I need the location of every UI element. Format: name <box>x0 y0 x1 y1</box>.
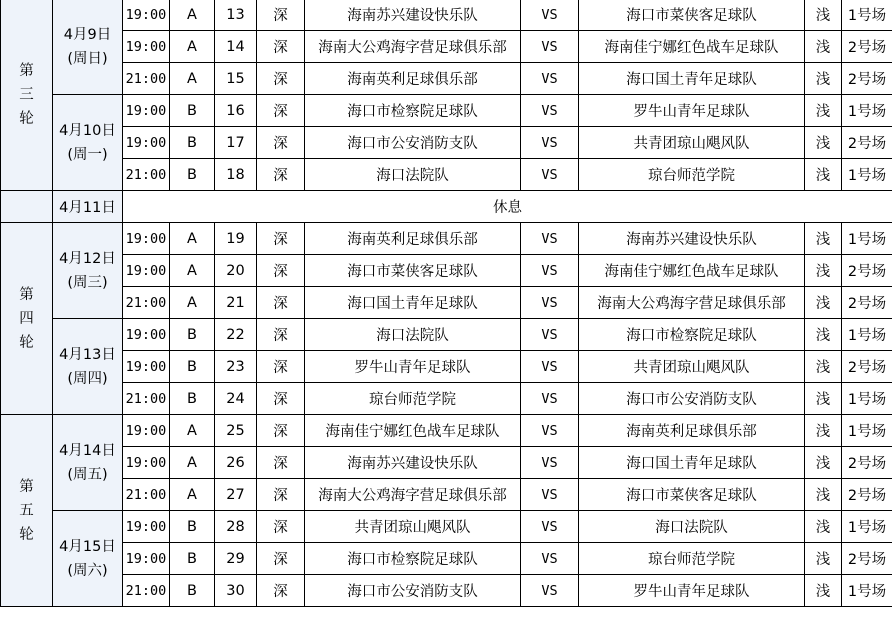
round-cell[interactable] <box>1 223 53 415</box>
away-jersey-color-cell[interactable]: 浅 <box>805 0 842 31</box>
match-time-cell[interactable]: 21:00 <box>123 479 170 511</box>
field-cell[interactable]: 1号场 <box>842 319 892 351</box>
versus-cell[interactable]: VS <box>521 319 579 351</box>
home-team-cell[interactable]: 海南英利足球俱乐部 <box>305 223 521 255</box>
field-cell[interactable]: 2号场 <box>842 31 892 63</box>
away-team-cell[interactable]: 海口市检察院足球队 <box>579 319 805 351</box>
away-jersey-color-cell[interactable]: 浅 <box>805 95 842 127</box>
versus-cell[interactable]: VS <box>521 0 579 31</box>
versus-cell[interactable]: VS <box>521 63 579 95</box>
match-time-cell[interactable]: 19:00 <box>123 351 170 383</box>
field-cell[interactable]: 2号场 <box>842 447 892 479</box>
round-cell[interactable] <box>1 415 53 607</box>
versus-cell[interactable]: VS <box>521 31 579 63</box>
match-row <box>1 287 892 319</box>
field-cell[interactable]: 2号场 <box>842 63 892 95</box>
field-cell[interactable]: 1号场 <box>842 0 892 31</box>
group-cell[interactable]: A <box>170 63 215 95</box>
group-cell[interactable]: B <box>170 351 215 383</box>
home-jersey-color-cell[interactable]: 深 <box>257 63 305 95</box>
field-cell[interactable]: 1号场 <box>842 511 892 543</box>
away-team-cell[interactable]: 琼台师范学院 <box>579 543 805 575</box>
round-label-char: 五 <box>19 502 34 519</box>
rest-day-note-cell[interactable]: 休息 <box>123 191 892 223</box>
home-jersey-color-cell[interactable]: 深 <box>257 383 305 415</box>
match-row <box>1 0 892 31</box>
away-team-cell[interactable]: 罗牛山青年足球队 <box>579 95 805 127</box>
home-jersey-color-cell[interactable]: 深 <box>257 255 305 287</box>
weekday-label: (周日) <box>67 50 108 67</box>
away-team-cell[interactable]: 海南佳宁娜红色战车足球队 <box>579 31 805 63</box>
home-team-cell[interactable]: 海南英利足球俱乐部 <box>305 63 521 95</box>
match-date-cell[interactable] <box>53 95 123 191</box>
match-row <box>1 95 892 127</box>
round-label-char: 第 <box>19 62 34 79</box>
date-label: 4月12日 <box>59 250 116 267</box>
away-team-cell[interactable]: 海南佳宁娜红色战车足球队 <box>579 255 805 287</box>
away-team-cell[interactable]: 海口法院队 <box>579 511 805 543</box>
round-label-char: 轮 <box>19 526 34 543</box>
group-cell[interactable]: B <box>170 95 215 127</box>
versus-cell[interactable]: VS <box>521 127 579 159</box>
home-team-cell[interactable]: 共青团琼山飓风队 <box>305 511 521 543</box>
field-cell[interactable]: 1号场 <box>842 383 892 415</box>
group-cell[interactable]: A <box>170 287 215 319</box>
home-jersey-color-cell[interactable]: 深 <box>257 159 305 191</box>
match-number-cell[interactable]: 24 <box>215 383 257 415</box>
versus-cell[interactable]: VS <box>521 543 579 575</box>
away-team-cell[interactable]: 海南大公鸡海字营足球俱乐部 <box>579 287 805 319</box>
field-cell[interactable]: 2号场 <box>842 543 892 575</box>
away-jersey-color-cell[interactable]: 浅 <box>805 543 842 575</box>
match-number-cell[interactable]: 21 <box>215 287 257 319</box>
match-number-cell[interactable]: 28 <box>215 511 257 543</box>
field-cell[interactable]: 2号场 <box>842 479 892 511</box>
round-label-char: 第 <box>19 286 34 303</box>
match-number-cell[interactable]: 27 <box>215 479 257 511</box>
home-team-cell[interactable]: 海南大公鸡海字营足球俱乐部 <box>305 479 521 511</box>
rest-day-date-cell[interactable]: 4月11日 <box>53 191 123 223</box>
home-jersey-color-cell[interactable]: 深 <box>257 351 305 383</box>
match-time-cell[interactable]: 19:00 <box>123 31 170 63</box>
match-time-cell[interactable]: 19:00 <box>123 223 170 255</box>
match-time-cell[interactable]: 21:00 <box>123 575 170 607</box>
home-jersey-color-cell[interactable]: 深 <box>257 479 305 511</box>
home-team-cell[interactable]: 海南大公鸡海字营足球俱乐部 <box>305 31 521 63</box>
away-jersey-color-cell[interactable]: 浅 <box>805 479 842 511</box>
versus-cell[interactable]: VS <box>521 95 579 127</box>
field-cell[interactable]: 1号场 <box>842 415 892 447</box>
away-jersey-color-cell[interactable]: 浅 <box>805 383 842 415</box>
away-team-cell[interactable]: 海南苏兴建设快乐队 <box>579 223 805 255</box>
field-cell[interactable]: 1号场 <box>842 223 892 255</box>
date-label: 4月13日 <box>59 346 116 363</box>
away-team-cell[interactable]: 琼台师范学院 <box>579 159 805 191</box>
away-team-cell[interactable]: 海口国土青年足球队 <box>579 447 805 479</box>
away-jersey-color-cell[interactable]: 浅 <box>805 351 842 383</box>
away-team-cell[interactable]: 海口市公安消防支队 <box>579 383 805 415</box>
group-cell[interactable]: A <box>170 0 215 31</box>
match-number-cell[interactable]: 16 <box>215 95 257 127</box>
home-jersey-color-cell[interactable]: 深 <box>257 543 305 575</box>
match-row <box>1 319 892 351</box>
versus-cell[interactable]: VS <box>521 383 579 415</box>
field-cell[interactable]: 1号场 <box>842 159 892 191</box>
home-jersey-color-cell[interactable]: 深 <box>257 127 305 159</box>
home-team-cell[interactable]: 海口市公安消防支队 <box>305 127 521 159</box>
match-row <box>1 415 892 447</box>
home-team-cell[interactable]: 海口市检察院足球队 <box>305 95 521 127</box>
away-jersey-color-cell[interactable]: 浅 <box>805 63 842 95</box>
home-team-cell[interactable]: 海口市检察院足球队 <box>305 543 521 575</box>
match-row <box>1 255 892 287</box>
group-cell[interactable]: B <box>170 319 215 351</box>
home-team-cell[interactable]: 海口市菜侠客足球队 <box>305 255 521 287</box>
match-row <box>1 511 892 543</box>
away-jersey-color-cell[interactable]: 浅 <box>805 319 842 351</box>
versus-cell[interactable]: VS <box>521 479 579 511</box>
match-row <box>1 223 892 255</box>
round-label-char: 三 <box>19 86 34 103</box>
home-team-cell[interactable]: 琼台师范学院 <box>305 383 521 415</box>
away-team-cell[interactable]: 共青团琼山飓风队 <box>579 351 805 383</box>
match-row <box>1 447 892 479</box>
round-cell-empty[interactable] <box>1 191 53 223</box>
match-time-cell[interactable]: 19:00 <box>123 127 170 159</box>
home-jersey-color-cell[interactable]: 深 <box>257 415 305 447</box>
weekday-label: (周六) <box>67 562 108 579</box>
match-row <box>1 575 892 607</box>
group-cell[interactable]: A <box>170 447 215 479</box>
match-time-cell[interactable]: 19:00 <box>123 415 170 447</box>
match-number-cell[interactable]: 20 <box>215 255 257 287</box>
match-time-cell[interactable]: 19:00 <box>123 511 170 543</box>
date-label: 4月15日 <box>59 538 116 555</box>
round-label-char: 轮 <box>19 334 34 351</box>
date-label: 4月10日 <box>59 122 116 139</box>
match-date-cell[interactable] <box>53 511 123 607</box>
match-number-cell[interactable]: 25 <box>215 415 257 447</box>
match-time-cell[interactable]: 19:00 <box>123 255 170 287</box>
match-time-cell[interactable]: 21:00 <box>123 159 170 191</box>
match-number-cell[interactable]: 23 <box>215 351 257 383</box>
match-number-cell[interactable]: 19 <box>215 223 257 255</box>
versus-cell[interactable]: VS <box>521 159 579 191</box>
home-jersey-color-cell[interactable]: 深 <box>257 95 305 127</box>
match-number-cell[interactable]: 18 <box>215 159 257 191</box>
rest-day-row <box>1 191 892 223</box>
match-time-cell[interactable]: 19:00 <box>123 95 170 127</box>
versus-cell[interactable]: VS <box>521 575 579 607</box>
group-cell[interactable]: A <box>170 255 215 287</box>
match-row <box>1 383 892 415</box>
group-cell[interactable]: B <box>170 383 215 415</box>
home-jersey-color-cell[interactable]: 深 <box>257 287 305 319</box>
away-jersey-color-cell[interactable]: 浅 <box>805 415 842 447</box>
match-time-cell[interactable]: 19:00 <box>123 319 170 351</box>
weekday-label: (周三) <box>67 274 108 291</box>
away-jersey-color-cell[interactable]: 浅 <box>805 255 842 287</box>
home-team-cell[interactable]: 罗牛山青年足球队 <box>305 351 521 383</box>
away-jersey-color-cell[interactable]: 浅 <box>805 31 842 63</box>
versus-cell[interactable]: VS <box>521 351 579 383</box>
match-number-cell[interactable]: 13 <box>215 0 257 31</box>
match-row <box>1 479 892 511</box>
versus-cell[interactable]: VS <box>521 511 579 543</box>
group-cell[interactable]: B <box>170 575 215 607</box>
home-team-cell[interactable]: 海南佳宁娜红色战车足球队 <box>305 415 521 447</box>
field-cell[interactable]: 1号场 <box>842 95 892 127</box>
match-time-cell[interactable]: 19:00 <box>123 0 170 31</box>
group-cell[interactable]: A <box>170 479 215 511</box>
match-time-cell[interactable]: 21:00 <box>123 287 170 319</box>
field-cell[interactable]: 2号场 <box>842 127 892 159</box>
round-label-char: 第 <box>19 478 34 495</box>
match-row <box>1 351 892 383</box>
versus-cell[interactable]: VS <box>521 255 579 287</box>
home-jersey-color-cell[interactable]: 深 <box>257 319 305 351</box>
weekday-label: (周五) <box>67 466 108 483</box>
away-jersey-color-cell[interactable]: 浅 <box>805 447 842 479</box>
match-row <box>1 63 892 95</box>
home-jersey-color-cell[interactable]: 深 <box>257 447 305 479</box>
group-cell[interactable]: B <box>170 159 215 191</box>
match-row <box>1 159 892 191</box>
away-jersey-color-cell[interactable]: 浅 <box>805 223 842 255</box>
match-number-cell[interactable]: 29 <box>215 543 257 575</box>
away-team-cell[interactable]: 罗牛山青年足球队 <box>579 575 805 607</box>
home-team-cell[interactable]: 海口市公安消防支队 <box>305 575 521 607</box>
field-cell[interactable]: 2号场 <box>842 351 892 383</box>
field-cell[interactable]: 1号场 <box>842 575 892 607</box>
field-cell[interactable]: 2号场 <box>842 255 892 287</box>
home-jersey-color-cell[interactable]: 深 <box>257 0 305 31</box>
away-team-cell[interactable]: 海口市菜侠客足球队 <box>579 479 805 511</box>
group-cell[interactable]: A <box>170 223 215 255</box>
round-label-char: 四 <box>19 310 34 327</box>
home-team-cell[interactable]: 海口国土青年足球队 <box>305 287 521 319</box>
group-cell[interactable]: A <box>170 415 215 447</box>
match-date-cell[interactable] <box>53 415 123 511</box>
match-number-cell[interactable]: 22 <box>215 319 257 351</box>
away-team-cell[interactable]: 海口国土青年足球队 <box>579 63 805 95</box>
match-time-cell[interactable]: 19:00 <box>123 543 170 575</box>
home-team-cell[interactable]: 海南苏兴建设快乐队 <box>305 447 521 479</box>
away-jersey-color-cell[interactable]: 浅 <box>805 159 842 191</box>
away-team-cell[interactable]: 海南英利足球俱乐部 <box>579 415 805 447</box>
away-jersey-color-cell[interactable]: 浅 <box>805 287 842 319</box>
home-team-cell[interactable]: 海口法院队 <box>305 159 521 191</box>
away-team-cell[interactable]: 海口市菜侠客足球队 <box>579 0 805 31</box>
group-cell[interactable]: B <box>170 511 215 543</box>
versus-cell[interactable]: VS <box>521 287 579 319</box>
round-cell[interactable] <box>1 0 53 191</box>
match-number-cell[interactable]: 15 <box>215 63 257 95</box>
versus-cell[interactable]: VS <box>521 223 579 255</box>
match-time-cell[interactable]: 19:00 <box>123 447 170 479</box>
group-cell[interactable]: B <box>170 127 215 159</box>
match-time-cell[interactable]: 21:00 <box>123 383 170 415</box>
round-label-char: 轮 <box>19 110 34 127</box>
versus-cell[interactable]: VS <box>521 447 579 479</box>
match-row <box>1 543 892 575</box>
date-label: 4月9日 <box>63 26 112 43</box>
match-date-cell[interactable] <box>53 223 123 319</box>
home-jersey-color-cell[interactable]: 深 <box>257 223 305 255</box>
home-team-cell[interactable]: 海口法院队 <box>305 319 521 351</box>
away-team-cell[interactable]: 共青团琼山飓风队 <box>579 127 805 159</box>
away-jersey-color-cell[interactable]: 浅 <box>805 127 842 159</box>
match-row <box>1 127 892 159</box>
away-jersey-color-cell[interactable]: 浅 <box>805 511 842 543</box>
home-jersey-color-cell[interactable]: 深 <box>257 575 305 607</box>
group-cell[interactable]: B <box>170 543 215 575</box>
match-number-cell[interactable]: 26 <box>215 447 257 479</box>
home-jersey-color-cell[interactable]: 深 <box>257 31 305 63</box>
home-team-cell[interactable]: 海南苏兴建设快乐队 <box>305 0 521 31</box>
versus-cell[interactable]: VS <box>521 415 579 447</box>
group-cell[interactable]: A <box>170 31 215 63</box>
match-number-cell[interactable]: 14 <box>215 31 257 63</box>
schedule-body <box>1 0 892 607</box>
weekday-label: (周一) <box>67 146 108 163</box>
match-date-cell[interactable] <box>53 0 123 95</box>
away-jersey-color-cell[interactable]: 浅 <box>805 575 842 607</box>
field-cell[interactable]: 2号场 <box>842 287 892 319</box>
home-jersey-color-cell[interactable]: 深 <box>257 511 305 543</box>
weekday-label: (周四) <box>67 370 108 387</box>
match-time-cell[interactable]: 21:00 <box>123 63 170 95</box>
match-number-cell[interactable]: 30 <box>215 575 257 607</box>
date-label: 4月14日 <box>59 442 116 459</box>
match-row <box>1 31 892 63</box>
match-number-cell[interactable]: 17 <box>215 127 257 159</box>
match-date-cell[interactable] <box>53 319 123 415</box>
